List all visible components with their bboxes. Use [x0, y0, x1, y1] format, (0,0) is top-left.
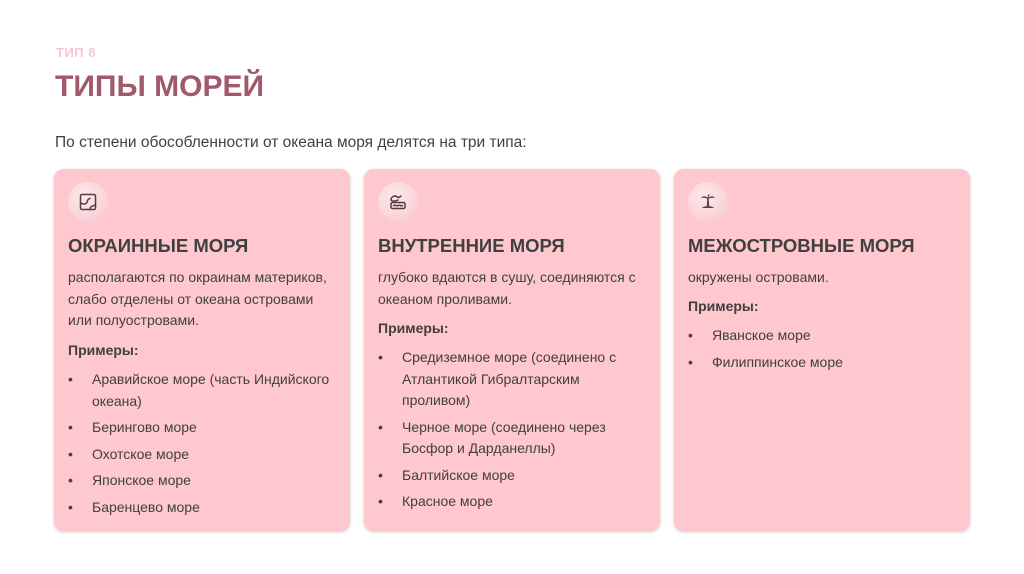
card-marginal-seas [54, 169, 350, 531]
list-item: • Яванское море [688, 325, 958, 347]
card-title: МЕЖОСТРОВНЫЕ МОРЯ [688, 235, 915, 256]
list-item: • Черное море (соединено через Босфор и Дарданеллы) [378, 417, 648, 460]
list-item: • Охотское море [68, 444, 338, 466]
palm-island-icon [688, 182, 728, 222]
list-item: • Берингово море [68, 417, 338, 439]
coastline-map-icon [68, 182, 108, 222]
list-item: • Балтийское море [378, 465, 648, 487]
card-inland-seas [364, 169, 660, 531]
list-item: • Красное море [378, 491, 648, 513]
card-description: глубоко вдаются в сушу, соединяются с океаном проливами. [378, 269, 636, 307]
examples-label: Примеры: [378, 320, 449, 336]
eyebrow-label: ТИП 8 [56, 45, 96, 60]
examples-list [68, 369, 338, 523]
list-item: • Баренцево море [68, 497, 338, 519]
list-item: • Филиппинское море [688, 352, 958, 374]
page-title: ТИПЫ МОРЕЙ [55, 70, 265, 103]
examples-label: Примеры: [688, 298, 759, 314]
card-interisland-seas [674, 169, 970, 531]
list-item: • Средиземное море (соединено с Атлантикой Гибралтарским проливом) [378, 347, 648, 412]
examples-label: Примеры: [68, 342, 139, 358]
wave-land-icon [378, 182, 418, 222]
intro-text: По степени обособленности от океана моря делятся на три типа: [55, 134, 527, 151]
list-item: • Аравийское море (часть Индийского океана) [68, 369, 338, 412]
card-description: окружены островами. [688, 269, 829, 285]
examples-list [688, 325, 958, 378]
list-item: • Японское море [68, 470, 338, 492]
card-description: располагаются по окраинам материков, слабо отделены от океана островами или полуостровами. [68, 269, 327, 328]
examples-list [378, 347, 648, 518]
card-title: ВНУТРЕННИЕ МОРЯ [378, 235, 565, 256]
card-title: ОКРАИННЫЕ МОРЯ [68, 235, 249, 256]
